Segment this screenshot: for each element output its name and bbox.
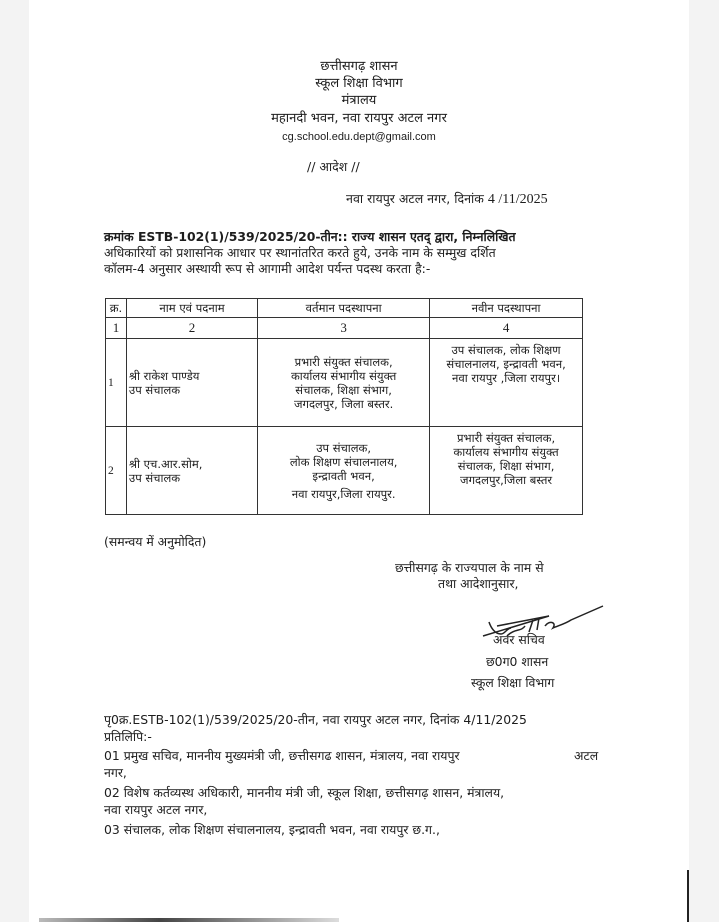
copy-item-1: 01 प्रमुख सचिव, माननीय मुख्यमंत्री जी, छत्तीसगढ शासन, मंत्रालय, नवा रायपुर — [104, 748, 460, 763]
header-ministry: मंत्रालय — [341, 93, 377, 108]
signatory-government: छ0ग0 शासन — [486, 654, 549, 669]
header-email: cg.school.edu.dept@gmail.com — [282, 131, 436, 143]
officer-name: श्री राकेश पाण्डेय — [128, 368, 200, 383]
order-date: 4 /11/2025 — [487, 192, 548, 207]
row-sno: 2 — [106, 427, 127, 515]
endorsement-reference — [104, 712, 527, 728]
posting-line: संचालक, शिक्षा संभाग, — [457, 459, 555, 473]
posting-line: नवा रायपुर,जिला रायपुर. — [291, 486, 396, 501]
order-para-line3: कॉलम-4 अनुसार अस्थायी रूप से आगामी आदेश पर्यन्त पदस्थ करता है:- — [104, 261, 431, 276]
officer-name: श्री एच.आर.सोम, — [128, 456, 203, 471]
order-para-line2: अधिकारियों को प्रशासनिक आधार पर स्थानांतरित करते हुये, उनके नाम के सम्मुख दर्शित — [104, 245, 496, 260]
table-column-number-row — [106, 318, 583, 339]
posting-line: नवा रायपुर ,जिला रायपुर। — [451, 371, 561, 385]
table-header-row — [106, 299, 583, 318]
column-number: 4 — [430, 318, 583, 339]
posting-line: इन्द्रावती भवन, — [312, 468, 375, 483]
copy-item-2-cont: नवा रायपुर अटल नगर, — [104, 802, 208, 817]
posting-line: प्रभारी संयुक्त संचालक, — [294, 354, 393, 369]
copy-item-2: 02 विशेष कर्तव्यस्थ अधिकारी, माननीय मंत्री जी, स्कूल शिक्षा, छत्तीसगढ़ शासन, मंत्रालय, — [104, 785, 505, 800]
signatory-designation: अवर सचिव — [493, 632, 545, 647]
posting-line: कार्यालय संभागीय संयुक्त — [453, 445, 559, 459]
transfer-table — [105, 298, 583, 515]
header-department: स्कूल शिक्षा विभाग — [315, 76, 403, 91]
table-row — [106, 339, 583, 427]
header-government: छत्तीसगढ़ शासन — [320, 59, 398, 74]
posting-line: जगदलपुर, जिला बस्तर. — [293, 396, 394, 411]
posting-line: उप संचालक, — [316, 440, 372, 455]
row-current-posting — [258, 339, 430, 427]
column-number: 1 — [106, 318, 127, 339]
row-sno: 1 — [106, 339, 127, 427]
scan-edge-line — [687, 870, 689, 922]
copy-item-1-cont: नगर, — [104, 765, 127, 780]
posting-line: कार्यालय संभागीय संयुक्त — [290, 368, 397, 383]
posting-line: संचालनालय, इन्द्रावती भवन, — [446, 357, 566, 371]
header-sno: क्र. — [106, 299, 127, 318]
governor-line: छत्तीसगढ़ के राज्यपाल के नाम से — [395, 560, 544, 575]
officer-designation: उप संचालक — [128, 470, 181, 485]
document-page — [29, 0, 689, 922]
row-name-cell — [126, 339, 257, 427]
header-name: नाम एवं पदनाम — [126, 299, 257, 318]
row-current-posting — [258, 427, 430, 515]
copy-item-1-tail: अटल — [574, 748, 599, 763]
signatory-department: स्कूल शिक्षा विभाग — [471, 675, 555, 690]
order-authority-line: तथा आदेशानुसार, — [438, 576, 519, 591]
posting-line: लोक शिक्षण संचालनालय, — [289, 454, 398, 469]
posting-line: जगदलपुर,जिला बस्तर — [460, 473, 553, 487]
endorsement-date: 4/11/2025 — [463, 712, 527, 727]
approval-note: (समन्वय में अनुमोदित) — [104, 534, 207, 549]
header-new-posting: नवीन पदस्थापना — [430, 299, 583, 318]
posting-line: प्रभारी संयुक्त संचालक, — [457, 431, 556, 445]
officer-designation: उप संचालक — [128, 382, 181, 397]
column-number: 3 — [258, 318, 430, 339]
order-title: // आदेश // — [307, 159, 360, 174]
order-para-line1: क्रमांक ESTB-102(1)/539/2025/20-तीन:: राज्य शासन एतद् द्वारा, निम्नलिखित — [104, 229, 516, 244]
row-new-posting — [430, 427, 583, 515]
copy-label: प्रतिलिपि:- — [104, 729, 152, 744]
endorsement-ref-text: पृ0क्र.ESTB-102(1)/539/2025/20-तीन, नवा रायपुर अटल नगर, दिनांक — [104, 712, 460, 727]
posting-line: संचालक, शिक्षा संभाग, — [295, 382, 392, 397]
header-current-posting: वर्तमान पदस्थापना — [258, 299, 430, 318]
header-address: महानदी भवन, नवा रायपुर अटल नगर — [271, 111, 447, 126]
column-number: 2 — [126, 318, 257, 339]
scan-bottom-shadow — [39, 918, 339, 922]
table-row — [106, 427, 583, 515]
order-place-label: नवा रायपुर अटल नगर, दिनांक — [346, 191, 484, 206]
order-place-date — [346, 190, 548, 208]
posting-line: उप संचालक, लोक शिक्षण — [451, 343, 561, 357]
copy-item-3: 03 संचालक, लोक शिक्षण संचालनालय, इन्द्रावती भवन, नवा रायपुर छ.ग., — [104, 822, 440, 837]
row-name-cell — [126, 427, 257, 515]
row-new-posting — [430, 339, 583, 427]
